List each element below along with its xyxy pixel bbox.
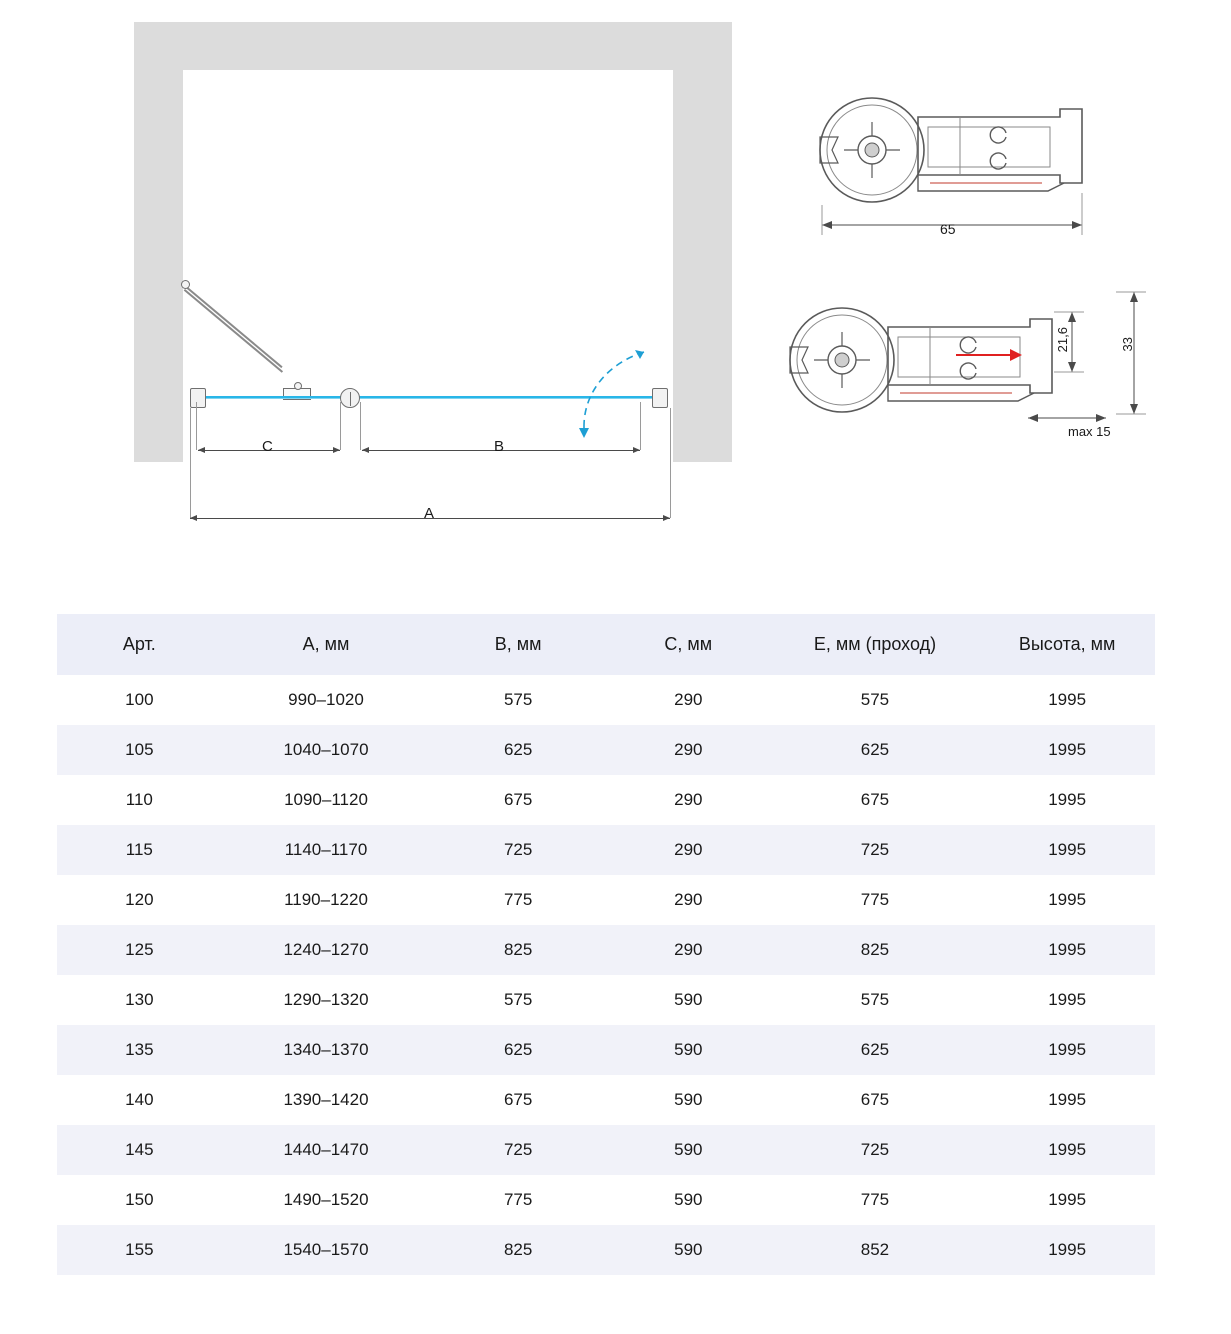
- cell-height: 1995: [1048, 740, 1087, 759]
- cell-b: 725: [503, 840, 533, 859]
- cell-c: 290: [674, 840, 703, 859]
- cell-b: 825: [503, 1240, 533, 1259]
- cell-b: 675: [503, 790, 533, 809]
- cell-art: 135: [125, 1040, 154, 1059]
- cell-height: 1995: [1048, 1190, 1087, 1209]
- ext-line-a-left: [190, 408, 191, 518]
- cell-e: 825: [860, 940, 890, 959]
- cell-c: 290: [674, 790, 703, 809]
- table-row: [57, 925, 1155, 975]
- profile-cross-section-icon-top: [810, 75, 1130, 265]
- column-header-e: E, мм (проход): [771, 614, 980, 675]
- cell-a: 1240–1270: [283, 940, 369, 959]
- cell-b: 625: [503, 1040, 533, 1059]
- cell-a: 1440–1470: [283, 1140, 369, 1159]
- cell-height: 1995: [1048, 1240, 1087, 1259]
- cell-c: 290: [674, 940, 703, 959]
- cell-a: 1340–1370: [283, 1040, 369, 1059]
- column-header-height: Высота, мм: [979, 614, 1155, 675]
- table-row: [57, 1225, 1155, 1275]
- table-header-row: [57, 614, 1155, 675]
- dimension-label-c: C: [262, 438, 273, 455]
- cell-b: 675: [503, 1090, 533, 1109]
- cell-art: 150: [125, 1190, 154, 1209]
- cell-height: 1995: [1048, 790, 1087, 809]
- table-row: [57, 675, 1155, 725]
- cell-height: 1995: [1048, 1040, 1087, 1059]
- cell-height: 1995: [1048, 1090, 1087, 1109]
- adjust-arrow-icon: [956, 349, 1022, 361]
- cell-a: 1140–1170: [284, 840, 368, 859]
- pivot-icon-middle: [340, 388, 360, 408]
- cell-a: 1090–1120: [284, 790, 368, 809]
- swing-arc-icon: [566, 338, 650, 456]
- cell-a: 1190–1220: [284, 890, 368, 909]
- cell-height: 1995: [1048, 840, 1087, 859]
- cell-height: 1995: [1048, 890, 1087, 909]
- cell-height: 1995: [1048, 990, 1087, 1009]
- profile-sections-drawing: [780, 0, 1231, 575]
- cell-b: 775: [503, 890, 533, 909]
- specification-table-wrapper: [57, 614, 1155, 1275]
- cell-art: 105: [125, 740, 154, 759]
- table-row: [57, 1025, 1155, 1075]
- dimension-label-b: B: [494, 438, 505, 455]
- cell-b: 575: [503, 690, 533, 709]
- table-row: [57, 825, 1155, 875]
- cell-a: 1290–1320: [283, 990, 369, 1009]
- table-row: [57, 1175, 1155, 1225]
- column-header-art: Арт.: [57, 614, 222, 675]
- cell-a: 990–1020: [288, 690, 364, 709]
- cell-c: 590: [674, 1190, 703, 1209]
- cell-e: 575: [860, 990, 890, 1009]
- cell-b: 725: [503, 1140, 533, 1159]
- cell-a: 1390–1420: [283, 1090, 369, 1109]
- cell-height: 1995: [1048, 940, 1087, 959]
- cell-art: 145: [125, 1140, 154, 1159]
- cell-e: 725: [860, 840, 890, 859]
- table-header: [57, 614, 1155, 675]
- column-header-a: A, мм: [222, 614, 431, 675]
- table-row: [57, 725, 1155, 775]
- cell-e: 625: [860, 740, 890, 759]
- cell-a: 1040–1070: [283, 740, 369, 759]
- cell-art: 120: [125, 890, 154, 909]
- cell-b: 575: [503, 990, 533, 1009]
- shower-door-elevation-drawing: [0, 0, 780, 575]
- technical-drawing-area: [0, 0, 1231, 575]
- cell-c: 590: [674, 1240, 703, 1259]
- cell-c: 590: [674, 1090, 703, 1109]
- cell-e: 575: [860, 690, 890, 709]
- cell-e: 625: [860, 1040, 890, 1059]
- table-row: [57, 1125, 1155, 1175]
- bottom-section-dimensions: [1028, 280, 1231, 460]
- dimension-label-max-15: max 15: [1068, 424, 1111, 439]
- cell-art: 100: [125, 690, 154, 709]
- cell-e: 775: [860, 1190, 890, 1209]
- cell-a: 1490–1520: [283, 1190, 369, 1209]
- ext-line-a-right: [670, 408, 671, 518]
- table-row: [57, 775, 1155, 825]
- cell-e: 775: [860, 890, 890, 909]
- ext-line-b-right: [640, 402, 641, 450]
- ext-line-c-left: [196, 402, 197, 450]
- dimension-label-section-top-65: 65: [940, 221, 956, 237]
- cell-b: 825: [503, 940, 533, 959]
- hinge-icon-right: [652, 388, 668, 408]
- cell-a: 1540–1570: [283, 1240, 369, 1259]
- cell-art: 140: [125, 1090, 154, 1109]
- table-body: [57, 675, 1155, 1275]
- cell-b: 625: [503, 740, 533, 759]
- cell-art: 115: [125, 840, 153, 859]
- cell-c: 290: [674, 890, 703, 909]
- cell-c: 590: [674, 1140, 703, 1159]
- dimension-label-a: A: [424, 505, 435, 522]
- cell-b: 775: [503, 1190, 533, 1209]
- cell-art: 155: [125, 1240, 154, 1259]
- support-glass-pin-icon: [294, 382, 302, 390]
- cell-c: 590: [674, 990, 703, 1009]
- hinge-icon-left: [190, 388, 206, 408]
- table-row: [57, 875, 1155, 925]
- dimension-label-21-6: 21,6: [1055, 327, 1070, 353]
- column-header-c: C, мм: [606, 614, 771, 675]
- cell-e: 675: [860, 790, 890, 809]
- cell-art: 125: [125, 940, 154, 959]
- cell-c: 290: [674, 740, 703, 759]
- column-header-b: B, мм: [430, 614, 606, 675]
- cell-e: 852: [860, 1240, 890, 1259]
- table-row: [57, 975, 1155, 1025]
- support-wall-anchor-icon: [181, 280, 190, 289]
- cell-c: 290: [674, 690, 703, 709]
- table-row: [57, 1075, 1155, 1125]
- specification-table: [57, 614, 1155, 1275]
- ext-line-c-right: [340, 402, 341, 450]
- ext-line-b-left: [360, 402, 361, 450]
- cell-e: 725: [860, 1140, 890, 1159]
- cell-art: 130: [125, 990, 154, 1009]
- cell-c: 590: [674, 1040, 703, 1059]
- cell-height: 1995: [1048, 690, 1087, 709]
- cell-art: 110: [125, 790, 153, 809]
- cell-height: 1995: [1048, 1140, 1087, 1159]
- dimension-label-33: 33: [1120, 337, 1135, 352]
- cell-e: 675: [860, 1090, 890, 1109]
